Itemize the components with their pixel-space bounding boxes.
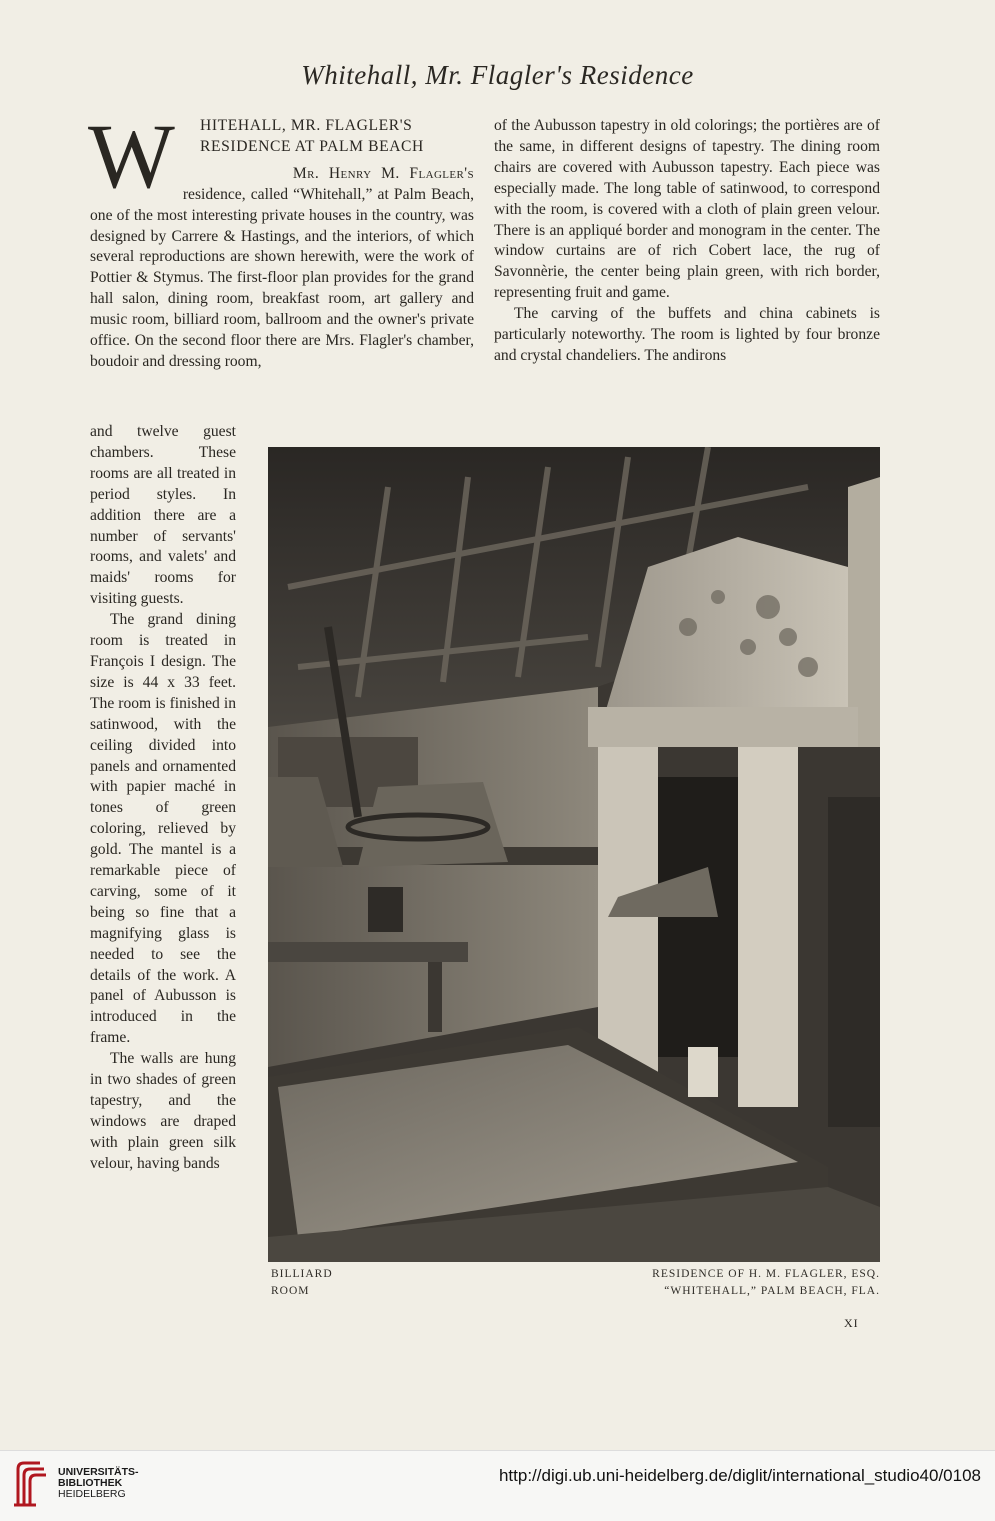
library-name-line-3: HEIDELBERG	[58, 1488, 126, 1500]
paragraph-walls: The walls are hung in two shades of green tapestry, and the windows are draped with plain green silk velour, having bands	[90, 1050, 236, 1172]
library-name	[58, 1467, 139, 1500]
article-heading-line-1: HITEHALL, MR. FLAGLER'S	[200, 117, 413, 134]
library-name-line-1: UNIVERSITÄTS-	[58, 1466, 139, 1478]
article-narrow-column	[90, 422, 236, 1175]
library-logo-icon	[10, 1459, 48, 1509]
paragraph-guest-chambers: and twelve guest chambers. These rooms are all treated in period styles. In addition there are a number of servants' rooms, and valets' and maids' rooms for visiting guests.	[90, 423, 236, 608]
caption-left-line-2: ROOM	[271, 1285, 310, 1297]
paragraph-dining-room: The grand dining room is treated in François I design. The size is 44 x 33 feet. The room is finished in satinwood, with the ceiling divided into panels and ornamented with papier maché in tones of green coloring, relieved by gold. The mantel is a remarkable piece of carving, some of it being so fine that a magnifying glass is needed to see the details of the work. A panel of Aubusson is introduced in the frame.	[90, 611, 236, 1047]
running-head: Whitehall, Mr. Flagler's Residence	[301, 60, 694, 90]
caption-right-line-2: “WHITEHALL,” PALM BEACH, FLA.	[664, 1285, 880, 1297]
caption-right-line-1: RESIDENCE OF H. M. FLAGLER, ESQ.	[652, 1268, 880, 1280]
page-number: XI	[844, 1316, 859, 1330]
permalink-url[interactable]: http://digi.ub.uni-heidelberg.de/diglit/international_studio40/0108	[498, 1466, 981, 1485]
library-name-line-2: BIBLIOTHEK	[58, 1477, 123, 1489]
intro-paragraph: residence, called “Whitehall,” at Palm Beach, one of the most interesting private houses in the country, was designed by Carrere & Hastings, and the interiors, of which several reproductions are shown herewith, were the work of Pottier & Stymus. The first-floor plan provides for the grand hall salon, dining room, breakfast room, art gallery and music room, billiard room, ballroom and the owner's private office. On the second floor there are Mrs. Flagler's chamber, boudoir and dressing room,	[90, 185, 474, 370]
owner-name: Mr. Henry M. Flagler's	[292, 164, 474, 182]
article-intro-column	[88, 105, 474, 373]
caption-residence	[592, 1266, 880, 1300]
caption-room-name	[271, 1266, 333, 1300]
paragraph-tapestry: of the Aubusson tapestry in old colorings; the portières are of the same, in different designs of tapestry. The dining room chairs are covered with Aubusson tapestry. Each piece was especially made. The long table of satinwood, to correspond with the room, is covered with a cloth of plain green velour. There is an appliqué border and monogram in the center. The window curtains are of rich Cobert lace, the rug of Savonnèrie, the center being plain green, with rich border, representing fruit and game.	[494, 117, 880, 302]
billiard-room-photograph	[268, 447, 880, 1262]
digital-library-footer	[0, 1450, 995, 1521]
paragraph-carving: The carving of the buffets and china cabinets is particularly noteworthy. The room is lighted by four bronze and crystal chandeliers. The andirons	[494, 305, 880, 364]
article-right-column	[494, 116, 880, 367]
article-heading-line-2: RESIDENCE AT PALM BEACH	[200, 137, 424, 155]
caption-left-line-1: BILLIARD	[271, 1268, 333, 1280]
drop-cap: W	[88, 105, 175, 207]
